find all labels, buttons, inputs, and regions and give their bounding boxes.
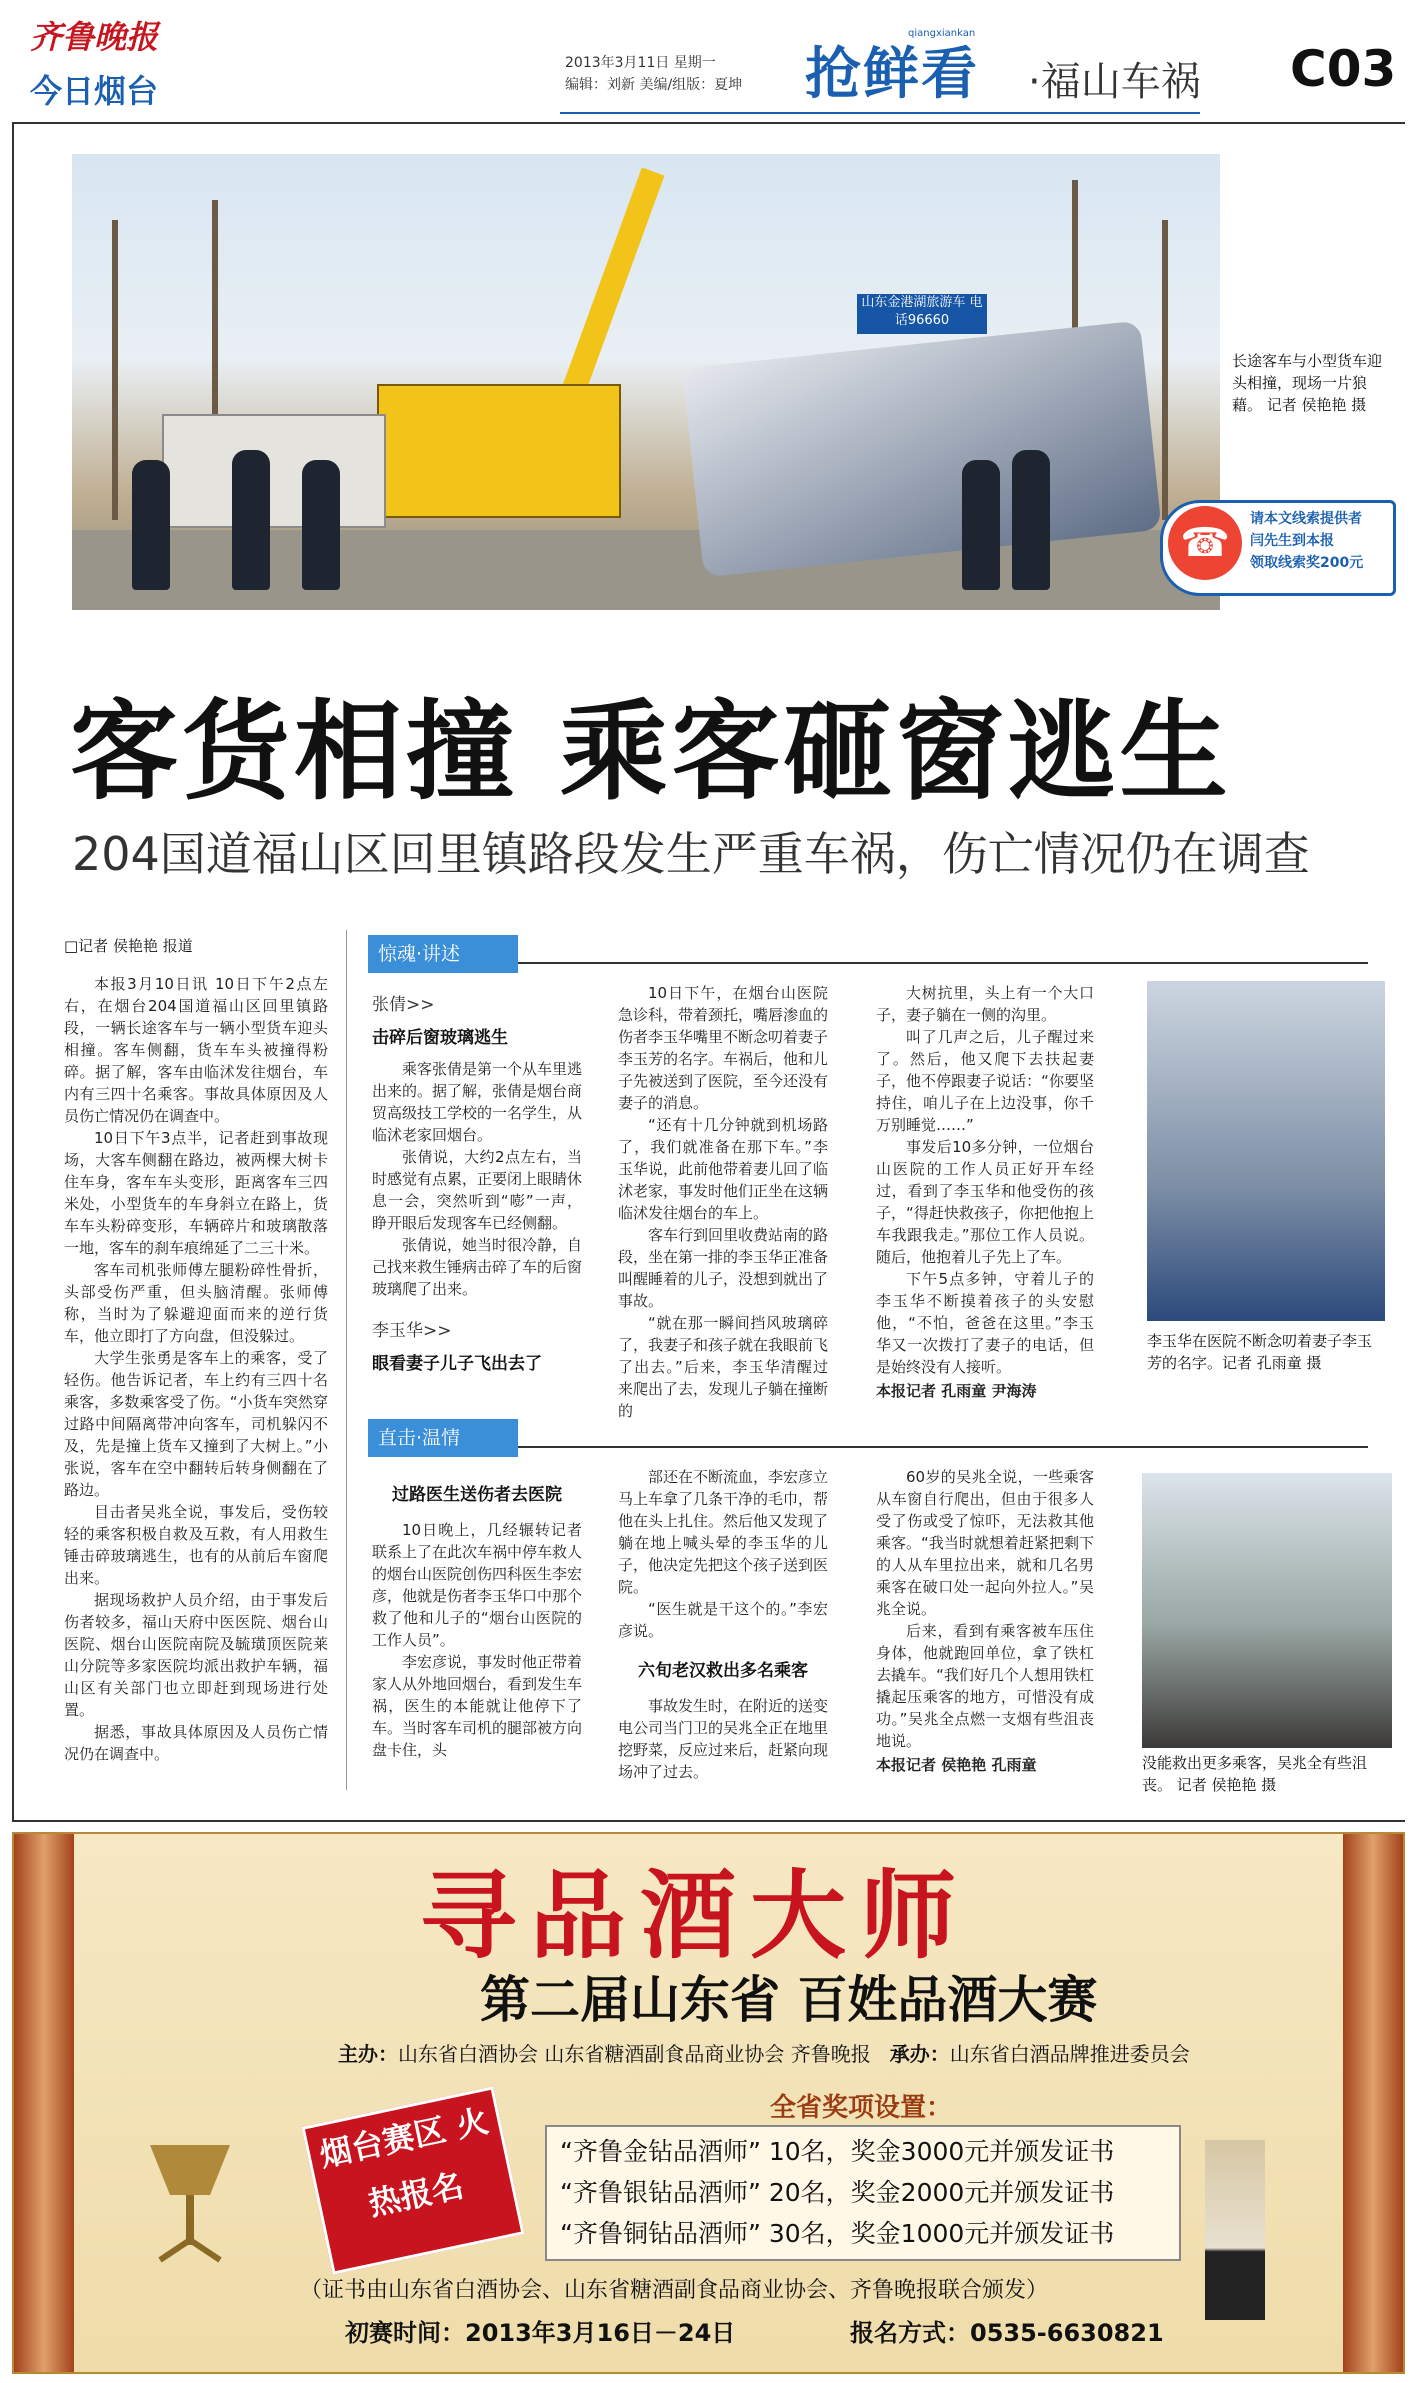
prize-silver: “齐鲁银钻品酒师” 20名，奖金2000元并颁发证书 (560, 2178, 1115, 2207)
ad-title: 寻品酒大师 (420, 1859, 970, 1972)
paragraph: “医生就是干这个的。”李宏彦说。 (618, 1600, 828, 1640)
section-band-rule (368, 1446, 1368, 1448)
certificate-note: （证书由山东省白酒协会、山东省糖酒副食品商业协会、齐鲁晚报联合颁发） (300, 2278, 1049, 2303)
prize-heading: 全省奖项设置： (770, 2093, 953, 2123)
paragraph: 下午5点多钟，守着儿子的李玉华不断摸着孩子的头安慰他，“不怕，爸爸在这里。”李玉华又一次拨打了妻子的电话，但是始终没有人接听。 (876, 1270, 1094, 1376)
newspaper-name: 齐鲁晚报 (30, 18, 159, 56)
story-column-3b (618, 1466, 828, 1783)
ad-subtitle: 第二届山东省 百姓品酒大赛 (480, 1971, 1098, 2029)
bus-company-sign: 山东金港湖旅游车 电话96660 (857, 294, 987, 334)
page-number: C03 (1290, 40, 1397, 98)
brush-icon (1205, 2140, 1265, 2320)
hospital-photo-caption: 李玉华在医院不断念叨着妻子李玉芳的名字。记者 孔雨童 摄 (1147, 1332, 1373, 1372)
paragraph: 事故发生时，在附近的送变电公司当门卫的吴兆全正在地里挖野菜，反应过来后，赶紧向现场冲了过去。 (618, 1697, 829, 1781)
paragraph: 据现场救护人员介绍，由于事发后伤者较多，福山天府中医医院、烟台山医院、烟台山医院南院及毓璜顶医院莱山分院等多家医院均派出救护车辆，福山区有关部门也立即赶到现场进行处置。 (64, 1591, 328, 1719)
column-divider (346, 930, 347, 1790)
paragraph: 部还在不断流血，李宏彦立马上车拿了几条干净的毛巾，帮他在头上扎住。然后他又发现了躺在地上喊头晕的李玉华的儿子，他决定先把这个孩子送到医院。 (618, 1468, 829, 1596)
paragraph: 目击者吴兆全说，事发后，受伤较轻的乘客积极自救及互救，有人用救生锤击碎玻璃逃生，也有的从前后车窗爬出来。 (64, 1503, 328, 1587)
paragraph: 大树抗里，头上有一个大口子，妻子躺在一侧的沟里。 (876, 984, 1094, 1024)
column-topic: ·福山车祸 (1028, 59, 1201, 105)
prize-bronze: “齐鲁铜钻品酒师” 30名，奖金1000元并颁发证书 (560, 2219, 1115, 2248)
paragraph: “还有十几分钟就到机场路了，我们就准备在那下车。”李玉华说，此前他带着妻儿回了临沭老家，事发时他们正坐在这辆临沭发往烟台的车上。 (618, 1116, 829, 1222)
main-photo-caption: 长途客车与小型货车迎头相撞，现场一片狼藉。 记者 侯艳艳 摄 (1232, 352, 1383, 414)
paragraph: 10日晚上，几经辗转记者联系上了在此次车祸中停车救人的烟台山医院创伤四科医生李宏彦，他就是伤者李玉华口中那个救了他和儿子的“烟台山医院的工作人员”。 (372, 1521, 583, 1649)
byline: □记者 侯艳艳 报道 (64, 937, 193, 955)
paragraph: “就在那一瞬间挡风玻璃碎了，我妻子和孩子就在我眼前飞了出去。”后来，李玉华清醒过来爬出了去，发现儿子躺在撞断的 (618, 1314, 829, 1420)
section-name: 今日烟台 (30, 72, 159, 110)
paragraph: 张倩说，她当时很冷静，自己找来救生锤病击碎了车的后窗玻璃爬了出来。 (372, 1236, 583, 1298)
issue-date: 2013年3月11日 星期一 (565, 55, 716, 71)
paragraph: 客车司机张师傅左腿粉碎性骨折，头部受伤严重，但头脑清醒。张师傅称，当时为了躲避迎面而来的逆行货车，他立即打了方向盘，但没躲过。 (64, 1261, 328, 1345)
witness-photo (1142, 1473, 1392, 1748)
reporter-credit: 本报记者 侯艳艳 孔雨童 (876, 1756, 1037, 1774)
story-subtitle: 眼看妻子儿子飞出去了 (372, 1354, 542, 1374)
section-band-rule (368, 962, 1368, 964)
header-rule (560, 112, 1200, 114)
paragraph: 李宏彦说，事发时他正带着家人从外地回烟台，看到发生车祸，医生的本能就让他停下了车。当时客车司机的腿部被方向盘卡住，头 (372, 1653, 583, 1759)
speaker-label: 李玉华>> (372, 1321, 452, 1341)
registration-phone: 报名方式：0535-6630821 (850, 2319, 1164, 2347)
story-subtitle: 六旬老汉救出多名乘客 (638, 1661, 808, 1681)
section-tag-warmth: 直击·温情 (368, 1419, 518, 1457)
witness-photo-caption: 没能救出更多乘客，吴兆全有些沮丧。 记者 侯艳艳 摄 (1142, 1754, 1368, 1794)
reporter-credit: 本报记者 孔雨童 尹海涛 (876, 1382, 1037, 1400)
accident-photo (72, 154, 1220, 610)
story-column-4b (876, 1466, 1094, 1776)
column-brand: 抢鲜看 (805, 42, 979, 107)
lead-article (64, 973, 328, 1793)
editors: 编辑：刘新 美编/组版：夏坤 (565, 77, 743, 93)
subheadline: 204国道福山区回里镇路段发生严重车祸，伤亡情况仍在调查 (72, 827, 1310, 881)
paragraph: 客车行到回里收费站南的路段，坐在第一排的李玉华正准备叫醒睡着的儿子，没想到就出了事故。 (618, 1226, 829, 1310)
registration-stamp: 烟台赛区 火热报名 (301, 2086, 524, 2274)
contest-time: 初赛时间：2013年3月16日－24日 (345, 2319, 736, 2347)
wine-vessel-icon (130, 2125, 250, 2275)
paragraph: 后来，看到有乘客被车压住身体，他就跑回单位，拿了铁杠去撬车。“我们好几个人想用铁杠撬起压乘客的地方，可惜没有成功。”吴兆全点燃一支烟有些沮丧地说。 (876, 1622, 1094, 1750)
paragraph: 10日下午3点半，记者赶到事故现场，大客车侧翻在路边，被两棵大树卡住车身，客车车头变形，距离客车三四米处，小型货车的车身斜立在路上，货车车头粉碎变形，车辆碎片和玻璃散落一地，客车的刹车痕绵延了二三十米。 (64, 1129, 328, 1257)
story-column-4 (876, 982, 1094, 1400)
paragraph: 事发后10多分钟，一位烟台山医院的工作人员正好开车经过，看到了李玉华和他受伤的孩子，“得赶快救孩子，你把他抱上车我跟我走。”那位工作人员说。随后，他抱着儿子先上了车。 (876, 1138, 1094, 1266)
phone-icon: ☎ (1168, 506, 1242, 580)
hospital-photo (1147, 981, 1385, 1321)
story-column-2 (372, 990, 582, 1374)
story-subtitle: 过路医生送伤者去医院 (392, 1485, 562, 1505)
paragraph: 张倩说，大约2点左右，当时感觉有点累，正要闭上眼睛休息一会，突然听到“嘭”一声，睁开眼后发现客车已经侧翻。 (372, 1148, 583, 1232)
story-column-3 (618, 982, 829, 1420)
paragraph: 据悉，事故具体原因及人员伤亡情况仍在调查中。 (64, 1723, 328, 1763)
paragraph: 10日下午，在烟台山医院急诊科，带着颈托，嘴唇渗血的伤者李玉华嘴里不断念叨着妻子李玉芳的名字。车祸后，他和儿子先被送到了医院，至今还没有妻子的消息。 (618, 984, 829, 1112)
issue-meta (565, 52, 742, 96)
paragraph: 本报3月10日讯 10日下午2点左右，在烟台204国道福山区回里镇路段，一辆长途客车与一辆小型货车迎头相撞。客车侧翻，货车车头被撞得粉碎。据了解，客车由临沭发往烟台，车内有三四十名乘客。事故具体原因及人员伤亡情况仍在调查中。 (64, 975, 328, 1125)
paragraph: 叫了几声之后，儿子醒过来了。然后，他又爬下去扶起妻子，他不停跟妻子说话：“你要坚持住，咱儿子在上边没事，你千万别睡觉……” (876, 1028, 1094, 1134)
prize-gold: “齐鲁金钻品酒师” 10名，奖金3000元并颁发证书 (560, 2137, 1115, 2166)
ad-organizers: 主办：山东省白酒协会 山东省糖酒副食品商业协会 齐鲁晚报 承办：山东省白酒品牌推进委员会 (338, 2042, 1190, 2066)
speaker-label: 张倩>> (372, 995, 435, 1015)
column-brand-pinyin: qiangxiankan (908, 28, 976, 39)
tip-reward-text: 请本文线索提供者 闫先生到本报 领取线索奖200元 (1250, 511, 1364, 571)
paragraph: 60岁的吴兆全说，一些乘客从车窗自行爬出，但由于很多人受了伤或受了惊吓，无法救其他乘客。“我当时就想着赶紧把剩下的人从车里拉出来，就和几名男乘客在破口处一起向外拉人。”吴兆全说。 (876, 1468, 1094, 1618)
paragraph: 乘客张倩是第一个从车里逃出来的。据了解，张倩是烟台商贸高级技工学校的一名学生，从临沭老家回烟台。 (372, 1060, 583, 1144)
paragraph: 大学生张勇是客车上的乘客，受了轻伤。他告诉记者，车上约有三四十名乘客，多数乘客受了伤。“小货车突然穿过路中间隔离带冲向客车，司机躲闪不及，先是撞上货车又撞到了大树上。”小张说，客车在空中翻转后转身侧翻在了路边。 (64, 1349, 328, 1499)
story-subtitle: 击碎后窗玻璃逃生 (372, 1028, 508, 1048)
section-tag-shock: 惊魂·讲述 (368, 935, 518, 973)
story-column-2b (372, 1480, 582, 1761)
headline: 客货相撞 乘客砸窗逃生 (70, 690, 1232, 815)
